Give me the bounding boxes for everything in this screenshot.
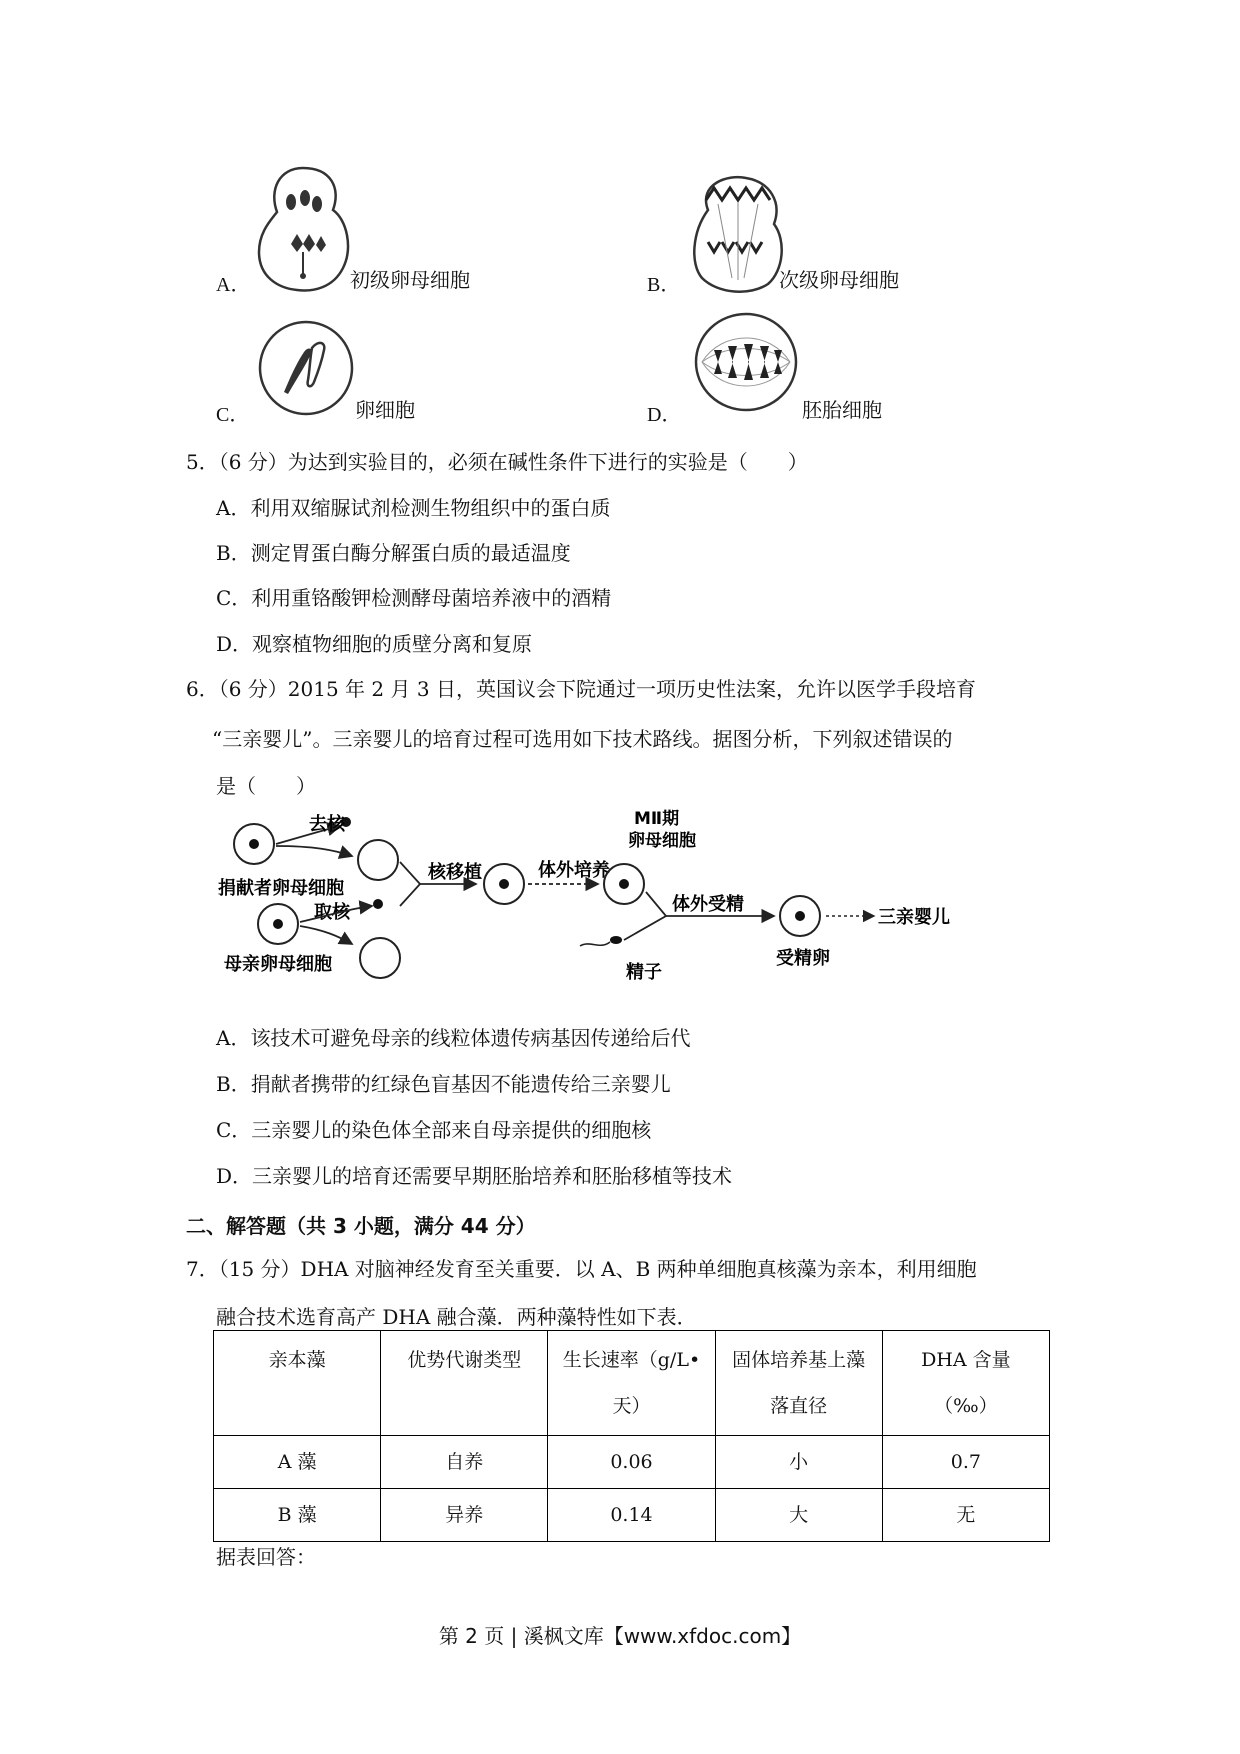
q4-option-label: 胚胎细胞: [802, 398, 882, 422]
mii-label: MⅡ期: [634, 809, 680, 829]
zygote-label: 受精卵: [776, 948, 830, 969]
table-header-cell: 固体培养基上藻 落直径: [715, 1331, 882, 1436]
q6-stem-line2: “三亲婴儿”。三亲婴儿的培育过程可选用如下技术路线。据图分析，下列叙述错误的: [212, 727, 953, 751]
take-nucleus-label: 取核: [314, 902, 350, 923]
nucleus-removed-oocyte: [360, 938, 400, 978]
mii-oocyte-label: 卵母细胞: [628, 831, 696, 851]
option-letter: C．: [216, 404, 250, 426]
table-cell: 0.06: [548, 1436, 715, 1489]
option-letter: A．: [216, 274, 251, 296]
table-header-row: [214, 1331, 1050, 1436]
table-row: [214, 1436, 1050, 1489]
q5-stem: 5．（6 分）为达到实验目的，必须在碱性条件下进行的实验是（ ）: [186, 450, 808, 474]
option-letter: D．: [647, 404, 682, 426]
q7-stem-line1: 7．（15 分）DHA 对脑神经发育至关重要．以 A、B 两种单细胞真核藻为亲本，利用细胞: [186, 1257, 977, 1281]
q4-option-label: 次级卵母细胞: [779, 268, 899, 292]
table-cell: 无: [882, 1489, 1049, 1542]
table-header-cell: 优势代谢类型: [381, 1331, 548, 1436]
baby-label: 三亲婴儿: [878, 907, 950, 928]
table-header-cell: 生长速率（g/L• 天）: [548, 1331, 715, 1436]
table-cell: 异养: [381, 1489, 548, 1542]
q4-option-label: 卵细胞: [355, 398, 415, 422]
table-cell: B 藻: [214, 1489, 381, 1542]
mother-oocyte-label: 母亲卵母细胞: [224, 954, 332, 975]
enucleate-label: 去核: [309, 814, 345, 835]
donor-oocyte-label: 捐献者卵母细胞: [218, 878, 344, 899]
table-cell: 大: [715, 1489, 882, 1542]
q5-option-d: D．观察植物细胞的质壁分离和复原: [216, 632, 533, 656]
table-cell: 自养: [381, 1436, 548, 1489]
q4-option-label: 初级卵母细胞: [350, 268, 470, 292]
table-cell: 0.7: [882, 1436, 1049, 1489]
section-heading: 二、解答题（共 3 小题，满分 44 分）: [186, 1214, 536, 1238]
q6-stem-line3: 是（ ）: [216, 774, 316, 798]
in-vitro-culture-label: 体外培养: [538, 860, 610, 881]
table-row: [214, 1489, 1050, 1542]
nuclear-transfer-label: 核移植: [428, 862, 482, 883]
secondary-oocyte-diagram-icon: [688, 170, 788, 298]
q5-option-c: C．利用重铬酸钾检测酵母菌培养液中的酒精: [216, 586, 612, 610]
q6-option-d: D．三亲婴儿的培育还需要早期胚胎培养和胚胎移植等技术: [216, 1164, 733, 1188]
algae-properties-table: [213, 1330, 1050, 1542]
primary-oocyte-diagram-icon: [253, 162, 353, 298]
q6-stem-line1: 6．（6 分）2015 年 2 月 3 日，英国议会下院通过一项历史性法案，允许以医学手段培育: [186, 677, 976, 701]
table-header-cell: DHA 含量 （‰）: [882, 1331, 1049, 1436]
option-letter: B．: [647, 274, 681, 296]
table-cell: 小: [715, 1436, 882, 1489]
q5-option-a: A．利用双缩脲试剂检测生物组织中的蛋白质: [216, 496, 611, 520]
q6-option-c: C．三亲婴儿的染色体全部来自母亲提供的细胞核: [216, 1118, 652, 1142]
in-vitro-fert-label: 体外受精: [672, 894, 744, 915]
three-parent-baby-process-diagram: [214, 806, 984, 986]
q7-after-table: 据表回答：: [216, 1545, 316, 1569]
page-footer: 第 2 页 | 溪枫文库【www.xfdoc.com】: [438, 1624, 802, 1648]
q7-stem-line2: 融合技术选育高产 DHA 融合藻．两种藻特性如下表．: [216, 1305, 697, 1329]
egg-cell-diagram-icon: [256, 318, 358, 418]
table-cell: 0.14: [548, 1489, 715, 1542]
enucleated-oocyte: [358, 840, 398, 880]
table-header-cell: 亲本藻: [214, 1331, 381, 1436]
sperm-label: 精子: [626, 962, 662, 983]
q6-option-a: A．该技术可避免母亲的线粒体遗传病基因传递给后代: [216, 1026, 691, 1050]
q5-option-b: B．测定胃蛋白酶分解蛋白质的最适温度: [216, 541, 571, 565]
embryo-cell-diagram-icon: [692, 310, 800, 414]
q6-option-b: B．捐献者携带的红绿色盲基因不能遗传给三亲婴儿: [216, 1072, 671, 1096]
table-cell: A 藻: [214, 1436, 381, 1489]
